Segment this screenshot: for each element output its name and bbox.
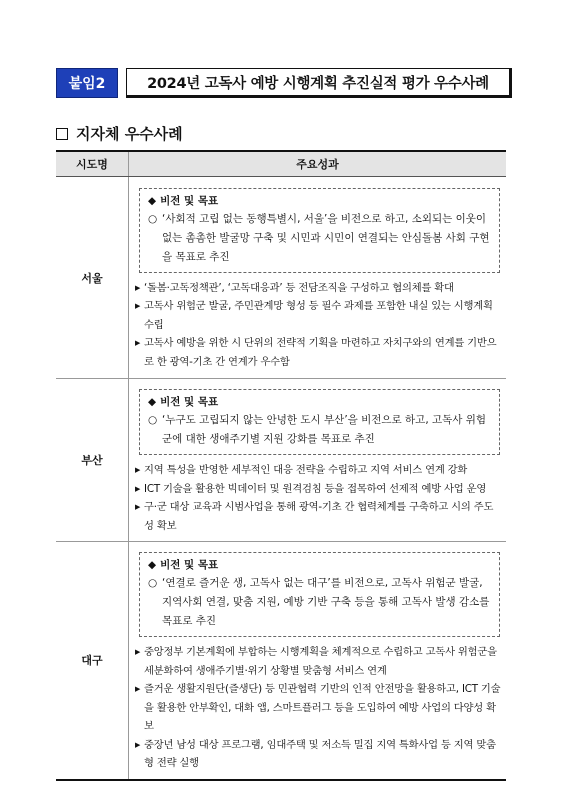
- arrow-bullet-icon: ▶: [135, 484, 141, 493]
- achievements-cell: [129, 177, 507, 379]
- title-header: [56, 68, 512, 98]
- list-item: ▶ 구·군 대상 교육과 시범사업을 통해 광역-기초 간 협력체계를 구축하고 시의 주도성 확보: [135, 498, 502, 535]
- diamond-icon: ◆: [148, 559, 157, 571]
- page-title: 2024년 고독사 예방 시행계획 추진실적 평가 우수사례: [126, 68, 512, 98]
- vision-text: ‘사회적 고립 없는 동행특별시, 서울’을 비전으로 하고, 소외되는 이웃이 없는 촘촘한 발굴망 구축 및 시민과 시민이 연결되는 안심돌봄 사회 구현을 목표로 추진: [162, 212, 490, 263]
- arrow-bullet-icon: ▶: [135, 302, 141, 311]
- vision-text: ‘누구도 고립되지 않는 안녕한 도시 부산’을 비전으로 하고, 고독사 위험군에 대한 생애주기별 지원 강화를 목표로 추진: [162, 414, 487, 445]
- city-name: 부산: [56, 379, 129, 542]
- vision-box: [139, 389, 500, 455]
- column-header-city: 시도명: [56, 151, 129, 177]
- section-heading: [56, 123, 183, 144]
- circle-bullet-icon: ○: [148, 212, 158, 225]
- best-practice-table: [56, 150, 506, 781]
- city-name: 대구: [56, 542, 129, 780]
- arrow-bullet-icon: ▶: [135, 685, 141, 693]
- achievements-cell: [129, 379, 507, 542]
- arrow-bullet-icon: ▶: [135, 740, 141, 749]
- list-item: ▶ 지역 특성을 반영한 세부적인 대응 전략을 수립하고 지역 서비스 연계 강화: [135, 461, 502, 480]
- vision-title: 비전 및 목표: [160, 559, 219, 571]
- achievement-list: [135, 279, 502, 372]
- vision-text: ‘연결로 즐거운 생, 고독사 없는 대구’를 비전으로, 고독사 위험군 발굴, 지역사회 연결, 맞춤 지원, 예방 기반 구축 등을 통해 고독사 발생 감소를 목표로 추진: [162, 577, 490, 627]
- circle-bullet-icon: ○: [148, 414, 158, 426]
- list-item: ▶ 즐거운 생활지원단(즐생단) 등 민관협력 기반의 인적 안전망을 활용하고, ICT 기술을 활용한 안부확인, 대화 앱, 스마트플러그 등을 도입하여 예방 사업의 다양성 확보: [135, 680, 502, 736]
- column-header-achievements: 주요성과: [129, 151, 507, 177]
- arrow-bullet-icon: ▶: [135, 648, 141, 656]
- diamond-icon: ◆: [148, 194, 157, 207]
- achievement-list: [135, 461, 502, 535]
- arrow-bullet-icon: ▶: [135, 503, 141, 511]
- vision-box: [139, 188, 500, 273]
- attachment-badge: 붙임2: [56, 68, 118, 98]
- achievement-list: [135, 643, 502, 773]
- arrow-bullet-icon: ▶: [135, 339, 141, 348]
- table-row: [56, 542, 506, 780]
- vision-title: 비전 및 목표: [160, 194, 219, 207]
- list-item: ▶ 중앙정부 기본계획에 부합하는 시행계획을 체계적으로 수립하고 고독사 위험군을 세분화하여 생애주기별·위기 상황별 맞춤형 서비스 연계: [135, 643, 502, 680]
- list-item: ▶ ICT 기술을 활용한 빅데이터 및 원격검침 등을 접목하여 선제적 예방 사업 운영: [135, 480, 502, 499]
- square-bullet-icon: [56, 128, 68, 140]
- circle-bullet-icon: ○: [148, 577, 158, 589]
- vision-title: 비전 및 목표: [160, 396, 219, 408]
- list-item: ▶ 고독사 예방을 위한 시 단위의 전략적 기획을 마련하고 자치구와의 연계를 기반으로 한 광역-기초 간 연계가 우수함: [135, 334, 502, 371]
- arrow-bullet-icon: ▶: [135, 466, 141, 474]
- section-title: 지자체 우수사례: [76, 125, 183, 143]
- arrow-bullet-icon: ▶: [135, 283, 141, 292]
- list-item: ▶ ‘돌봄·고독정책관’, ‘고독대응과’ 등 전담조직을 구성하고 협의체를 확대: [135, 279, 502, 298]
- vision-box: [139, 552, 500, 637]
- list-item: ▶ 중장년 남성 대상 프로그램, 임대주택 및 저소득 밀집 지역 특화사업 등 지역 맞춤형 전략 실행: [135, 736, 502, 773]
- table-row: [56, 379, 506, 542]
- diamond-icon: ◆: [148, 396, 157, 408]
- list-item: ▶ 고독사 위험군 발굴, 주민관계망 형성 등 필수 과제를 포함한 내실 있는 시행계획 수립: [135, 297, 502, 334]
- table-row: [56, 177, 506, 379]
- achievements-cell: [129, 542, 507, 780]
- city-name: 서울: [56, 177, 129, 379]
